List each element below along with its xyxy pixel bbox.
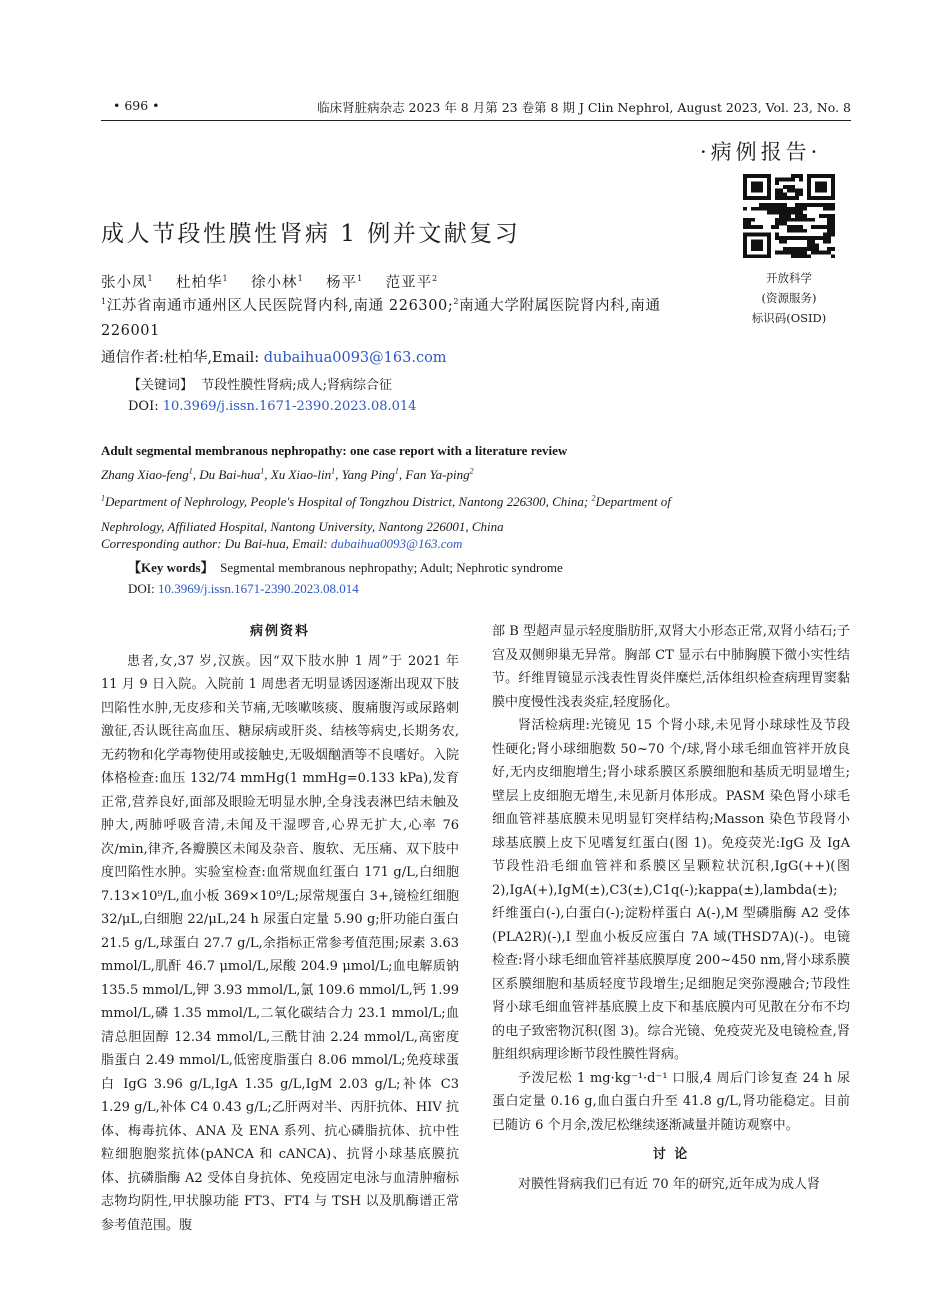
corresponding-author-cn: [101, 346, 447, 367]
author-sup: 1: [357, 274, 364, 284]
osid-line-3: 标识码(OSID): [751, 311, 827, 325]
journal-citation: 临床肾脏病杂志 2023 年 8 月第 23 卷第 8 期 J Clin Nephrol, August 2023, Vol. 23, No. 8: [317, 100, 851, 115]
affil-sup: 2: [591, 493, 596, 503]
affil-1-en: Department of Nephrology, People's Hospital of Tongzhou District, Nantong 226300, China;: [105, 494, 592, 509]
author-cn: 杜柏华: [176, 275, 223, 291]
author-cn: 杨平: [326, 275, 358, 291]
affil-2-cn: 南通大学附属医院肾内科,南通 226001: [101, 298, 661, 339]
author-cn: 范亚平: [385, 275, 433, 291]
paragraph-case-1: 患者,女,37 岁,汉族。因“双下肢水肿 1 周”于 2021 年 11 月 9 日入院。入院前 1 周患者无明显诱因逐渐出现双下肢凹陷性水肿,无皮疹和关节痛,无咳嗽咳痰、腹痛腹泻或尿路刺激征,否认既往高血压、糖尿病或肝炎、结核等病史,长期务农,无药物和化学毒物使用或接触史,无吸烟酗酒等不良嗜好。入院体格检查:血压 132/74 mmHg(1 mmHg=0.133 kPa),发育正常,营养良好,面部及眼睑无明显水肿,全身浅表淋巴结未触及肿大,两肺呼吸音清,未闻及干湿啰音,心界无扩大,心率 76 次/min,律齐,各瓣膜区未闻及杂音、腹软、无压痛、双下肢中度凹陷性水肿。实验室检查:血常规血红蛋白 171 g/L,白细胞 7.13×10⁹/L,血小板 369×10⁹/L;尿常规蛋白 3+,镜检红细胞 32/μL,白细胞 22/μL,24 h 尿蛋白定量 5.90 g;肝功能白蛋白 21.5 g/L,球蛋白 27.7 g/L,余指标正常参考值范围;尿素 3.63 mmol/L,肌酐 46.7 μmol/L,尿酸 204.9 μmol/L;血电解质钠 135.5 mmol/L,钾 3.93 mmol/L,氯 109.6 mmol/L,钙 1.99 mmol/L,磷 1.35 mmol/L,二氧化碳结合力 23.1 mmol/L;血清总胆固醇 12.34 mmol/L,三酰甘油 2.24 mmol/L,高密度脂蛋白 2.49 mmol/L,低密度脂蛋白 8.06 mmol/L;免疫球蛋白 IgG 3.96 g/L,IgA 1.35 g/L,IgM 2.03 g/L;补体 C3 1.29 g/L,补体 C4 0.43 g/L;乙肝两对半、丙肝抗体、HIV 抗体、梅毒抗体、ANA 及 ENA 系列、抗心磷脂抗体、抗中性粒细胞胞浆抗体(pANCA 和 cANCA)、抗肾小球基底膜抗体、抗磷脂酶 A2 受体自身抗体、免疫固定电泳与血清肿瘤标志物均阴性,甲状腺功能 FT3、FT4 与 TSH 以及肌酶谱正常参考值范围。腹: [101, 653, 459, 1233]
osid-qr-code: [743, 174, 835, 258]
author-sup: 1: [331, 466, 336, 476]
author-sup: 1: [297, 274, 304, 284]
keywords-en: [128, 557, 563, 576]
author-sup: 2: [469, 466, 474, 476]
paragraph-treatment: 予泼尼松 1 mg·kg⁻¹·d⁻¹ 口服,4 周后门诊复查 24 h 尿蛋白定量 0.16 g,血白蛋白升至 41.8 g/L,肾功能稳定。目前已随访 6 个月余,泼尼松继续逐渐减量并随访观察中。: [492, 1070, 850, 1133]
doi-en: [128, 581, 359, 597]
author-en: Du Bai-hua: [199, 467, 261, 482]
author-list-cn: [101, 271, 438, 292]
affiliation-cn: [101, 294, 713, 344]
author-en: Zhang Xiao-feng: [101, 467, 189, 482]
running-header: [101, 98, 851, 121]
section-label: ·病例报告·: [700, 140, 822, 164]
osid-line-2: (资源服务): [761, 291, 817, 305]
keywords-label-en: 【Key words】: [128, 560, 214, 575]
author-sup: 2: [432, 274, 439, 284]
keywords-label-cn: 【关键词】: [128, 378, 194, 393]
author-list-en: Zhang Xiao-feng$^1$, Du Bai-hua$^1$, Xu Xiao-lin$^1$, Yang Ping$^1$, Fan Ya-ping$^2$: [101, 466, 474, 482]
section-heading-discussion: 讨 论: [652, 1147, 690, 1162]
body-right-column: [492, 620, 850, 1196]
doi-label: DOI:: [128, 581, 158, 596]
osid-line-1: 开放科学: [766, 271, 812, 285]
affil-1-cn: 江苏省南通市通州区人民医院肾内科,南通 226300;: [106, 298, 454, 314]
keywords-text-en: Segmental membranous nephropathy; Adult; Nephrotic syndrome: [220, 560, 563, 575]
affil-2-en: Department of Nephrology, Affiliated Hospital, Nantong University, Nantong 226001, China: [101, 494, 671, 534]
corresponding-author-en: [101, 536, 462, 552]
author-en: Yang Ping: [341, 467, 395, 482]
corr-label-cn: 通信作者:杜柏华,Email:: [101, 350, 264, 366]
affil-sup: 1: [101, 297, 107, 307]
author-sup: 1: [222, 274, 229, 284]
doi-link-en[interactable]: 10.3969/j.issn.1671-2390.2023.08.014: [157, 581, 359, 596]
article-title-cn: 成人节段性膜性肾病 1 例并文献复习: [101, 221, 521, 247]
author-cn: 张小凤: [101, 275, 148, 291]
doi-cn: [128, 399, 416, 414]
author-cn: 徐小林: [251, 275, 298, 291]
author-sup: 1: [188, 466, 193, 476]
email-link-cn[interactable]: dubaihua0093@163.com: [263, 350, 447, 366]
section-heading-case: 病例资料: [249, 624, 310, 639]
affil-sup: 2: [453, 297, 460, 307]
author-sup: 1: [147, 274, 154, 284]
paragraph-discussion: 对膜性肾病我们已有近 70 年的研究,近年成为成人肾: [518, 1176, 820, 1192]
paragraph-case-1-cont: 部 B 型超声显示轻度脂肪肝,双肾大小形态正常,双肾小结石;子宫及双侧卵巢无异常。胸部 CT 显示右中肺胸膜下微小实性结节。纤维胃镜显示浅表性胃炎伴糜烂,活体组织检查病理胃窦黏膜中度慢性浅表炎症,轻度肠化。: [492, 624, 850, 710]
page-number: • 696 •: [113, 98, 160, 113]
osid-caption: [727, 268, 851, 328]
doi-link-cn[interactable]: 10.3969/j.issn.1671-2390.2023.08.014: [162, 399, 417, 414]
article-title-en: Adult segmental membranous nephropathy: one case report with a literature review: [101, 443, 568, 458]
author-sup: 1: [394, 466, 399, 476]
email-link-en[interactable]: dubaihua0093@163.com: [330, 536, 463, 551]
keywords-cn: [128, 374, 392, 393]
author-en: Xu Xiao-lin: [270, 467, 332, 482]
author-en: Fan Ya-ping: [405, 467, 470, 482]
author-sup: 1: [260, 466, 265, 476]
doi-label: DOI:: [128, 399, 163, 414]
keywords-text-cn: 节段性膜性肾病;成人;肾病综合征: [201, 378, 393, 393]
affiliation-en: [101, 489, 713, 539]
corr-label-en: Corresponding author: Du Bai-hua, Email:: [101, 536, 331, 551]
body-left-column: [101, 620, 459, 1237]
paragraph-biopsy: 肾活检病理:光镜见 15 个肾小球,未见肾小球球性及节段性硬化;肾小球细胞数 50~70 个/球,肾小球毛细血管袢开放良好,无内皮细胞增生;肾小球系膜区系膜细胞和基质无明显增生;壁层上皮细胞无增生,未见新月体形成。PASM 染色肾小球毛细血管袢基底膜未见明显钉突样结构;Masson 染色节段肾小球基底膜上皮下见嗜复红蛋白(图 1)。免疫荧光:IgG 及 IgA 节段性沿毛细血管袢和系膜区呈颗粒状沉积,IgG(++)(图 2),IgA(+),IgM(±),C3(±),C1q(-);kappa(±),lambda(±);纤维蛋白(-),白蛋白(-);淀粉样蛋白 A(-),M 型磷脂酶 A2 受体(PLA2R)(-),I 型血小板反应蛋白 7A 域(THSD7A)(-)。电镜检查:肾小球毛细血管袢基底膜厚度 200~450 nm,肾小球系膜区系膜细胞和基质轻度节段增生;足细胞足突弥漫融合;节段性肾小球毛细血管袢基底膜上皮下和基底膜内可见散在分布不均的电子致密物沉积(图 3)。综合光镜、免疫荧光及电镜检查,肾脏组织病理诊断节段性膜性肾病。: [492, 718, 850, 1062]
affil-sup: 1: [101, 493, 105, 503]
